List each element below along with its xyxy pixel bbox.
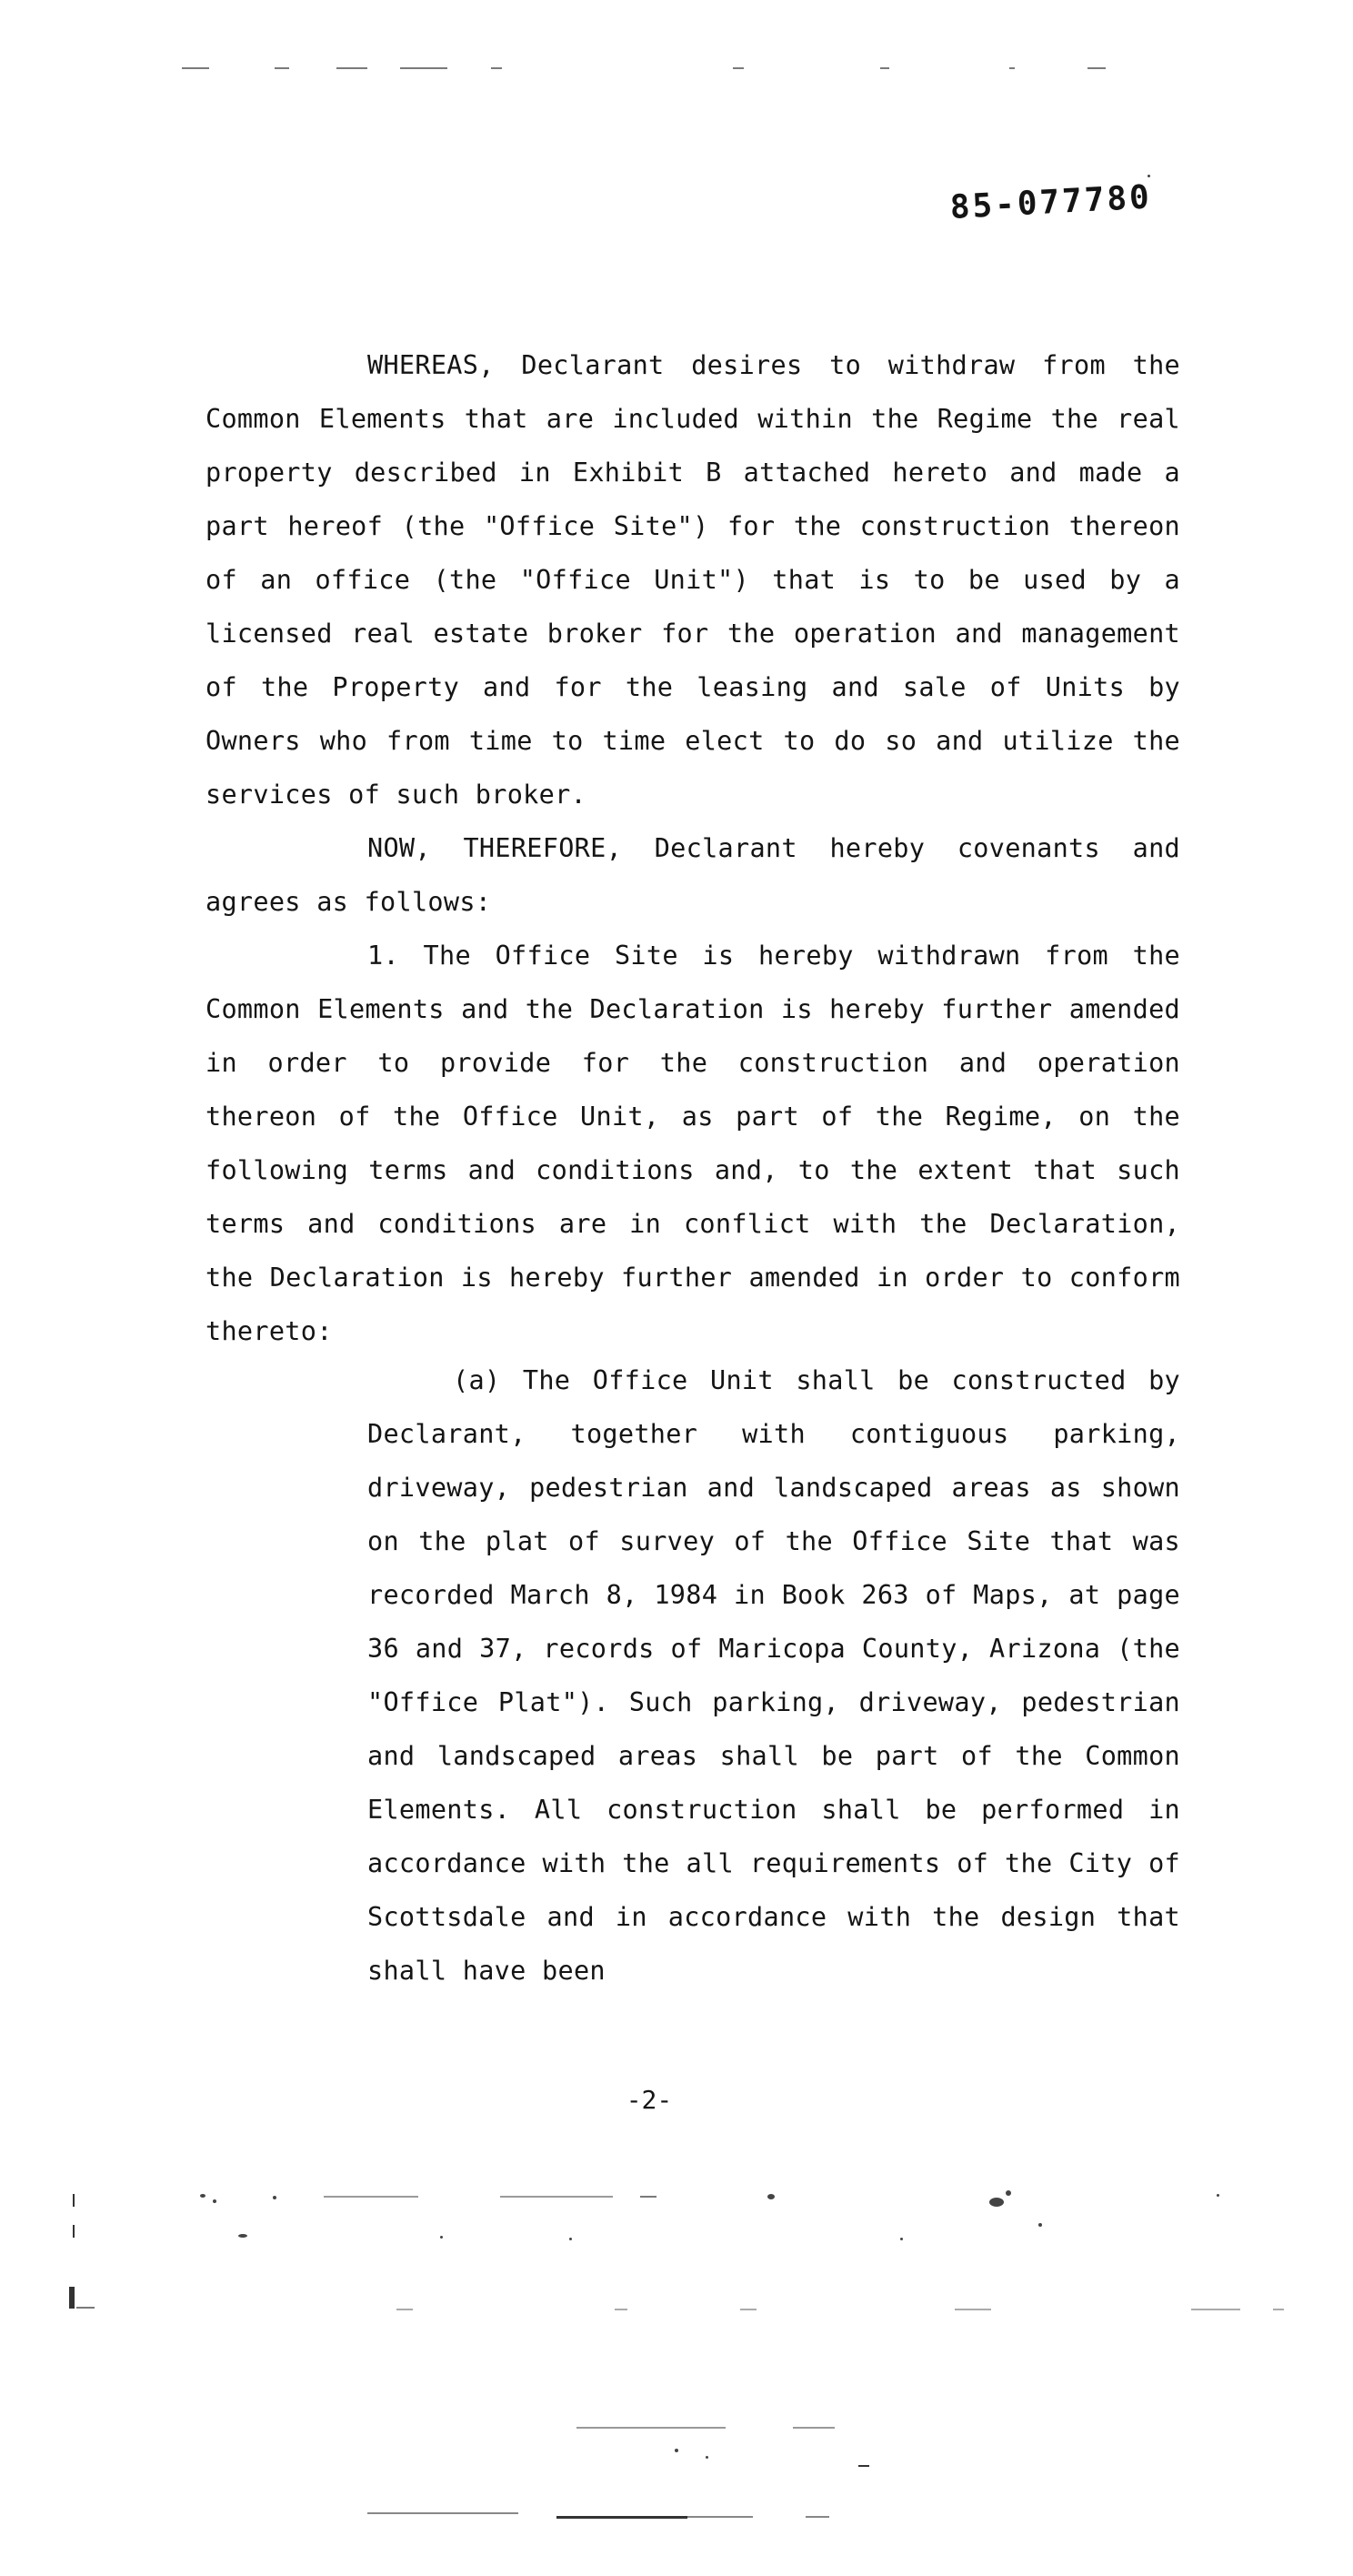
scan-artifact-line	[182, 67, 209, 69]
scan-artifact-line	[500, 2196, 613, 2198]
scan-artifact-line	[955, 2309, 991, 2310]
scan-artifact-line	[806, 2516, 829, 2518]
recording-number: 85-077780	[948, 178, 1153, 226]
scan-artifact-line	[491, 67, 502, 69]
document-body	[205, 338, 1180, 1358]
subparagraph-a	[367, 1353, 1180, 1997]
paragraph-section-1: 1. The Office Site is hereby withdrawn from the Common Elements and the Declaration is hereby further amended in order to provide for the construction and operation thereon of the Office Unit, as part of the Regime, on the following terms and conditions and, to the extent that such terms and conditions are in conflict with the Declaration, the Declaration is hereby further amended in order to conform thereto:	[205, 941, 1180, 1346]
scan-speck	[1006, 2190, 1011, 2196]
scan-artifact-line	[324, 2196, 418, 2198]
scan-speck	[706, 2456, 708, 2459]
scan-speck	[1217, 2194, 1219, 2197]
scan-artifact-line	[740, 2309, 757, 2310]
paragraph-now-therefore: NOW, THEREFORE, Declarant hereby covenants and agrees as follows:	[205, 833, 1180, 917]
scan-artifact-line	[556, 2516, 687, 2519]
subparagraph-a-text: (a) The Office Unit shall be constructed by Declarant, together with contiguous parking, driveway, pedestrian and landscaped areas as shown on the plat of survey of the Office Site that was recorded March 8, 1984 in Book 263 of Maps, at page 36 and 37, records of Maricopa County, Arizona (the "Office Plat"). Such parking, driveway, pedestrian and landscaped areas shall be part of the Common Elements. All construction shall be performed in accordance with the all requirements of the City of Scottsdale and in accordance with the design that shall have been	[367, 1365, 1180, 1986]
scan-artifact-line	[69, 2287, 75, 2309]
scan-speck	[569, 2238, 572, 2240]
scan-artifact-line	[576, 2427, 726, 2429]
scan-artifact-line	[1009, 67, 1015, 69]
scan-speck	[989, 2198, 1004, 2207]
scan-artifact-line	[858, 2465, 869, 2467]
scan-speck	[213, 2199, 216, 2203]
scan-artifact-line	[1273, 2309, 1284, 2310]
scan-speck	[200, 2194, 205, 2198]
scan-speck	[1038, 2223, 1042, 2227]
scan-artifact-line	[400, 67, 447, 69]
scan-speck	[767, 2194, 775, 2199]
scan-artifact-line	[615, 2309, 627, 2310]
page-number: -2-	[626, 2085, 673, 2115]
scan-artifact-line	[76, 2307, 95, 2309]
scan-artifact-line	[275, 67, 289, 69]
scan-artifact-line	[793, 2427, 835, 2429]
scan-artifact-line	[73, 2194, 75, 2207]
paragraph-whereas: WHEREAS, Declarant desires to withdraw from the Common Elements that are included within the Regime the real property described in Exhibit B attached hereto and made a part hereof (the "Office Site") for the construction thereon of an office (the "Office Unit") that is to be used by a licensed real estate broker for the operation and management of the Property and for the leasing and sale of Units by Owners who from time to time elect to do so and utilize the services of such broker.	[205, 350, 1180, 810]
scan-speck	[900, 2238, 903, 2240]
scan-artifact-line	[396, 2309, 413, 2310]
scan-artifact-line	[336, 67, 367, 69]
scan-speck	[238, 2234, 247, 2238]
scan-speck	[675, 2449, 678, 2452]
scan-speck	[273, 2196, 276, 2199]
scan-artifact-line	[640, 2196, 656, 2198]
scan-artifact-line	[1087, 67, 1106, 69]
scan-artifact-line	[733, 67, 744, 69]
scan-speck	[1148, 175, 1150, 177]
scan-artifact-line	[880, 67, 889, 69]
scan-artifact-line	[1191, 2309, 1240, 2310]
scan-speck	[440, 2236, 443, 2239]
scan-artifact-line	[687, 2516, 753, 2518]
scan-artifact-line	[367, 2512, 518, 2514]
scan-artifact-line	[73, 2225, 75, 2238]
